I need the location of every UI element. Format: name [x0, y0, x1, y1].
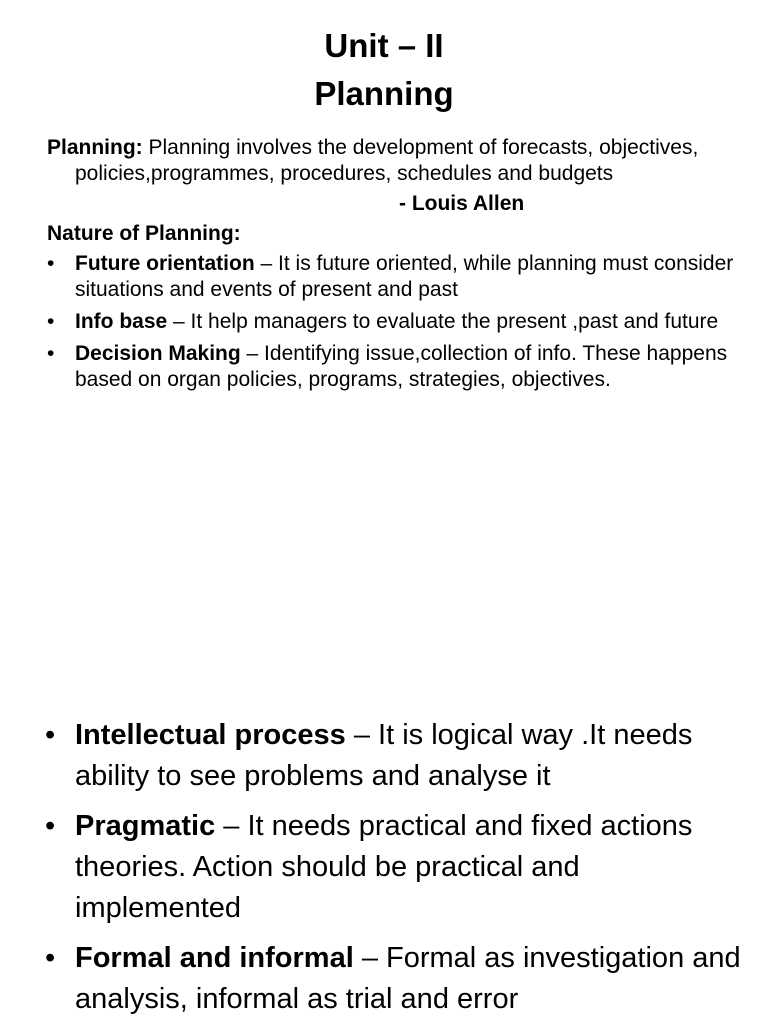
item-term: Intellectual process [75, 719, 346, 751]
definition-text: Planning involves the development of forecasts, objectives, policies,programmes, procedures, schedules and budgets [75, 136, 699, 185]
item-term: Future orientation [75, 252, 255, 275]
list-item [47, 251, 747, 303]
item-text: – It is logical way .It needs ability to see problems and analyse it [75, 719, 693, 792]
slide-two-content [45, 715, 745, 1029]
item-term: Pragmatic [75, 810, 216, 842]
bullet-point: • [45, 942, 56, 974]
bullet-point: • [47, 342, 55, 365]
list-item [45, 806, 745, 929]
item-text: – Formal as investigation and analysis, informal as trial and error [75, 942, 741, 1015]
list-item [45, 938, 745, 1020]
list-item [47, 341, 747, 393]
title-unit: Unit – II [324, 27, 444, 64]
item-term: Formal and informal [75, 942, 354, 974]
item-term: Info base [75, 310, 168, 333]
title-topic: Planning [314, 75, 454, 112]
list-item [45, 715, 745, 797]
item-term: Decision Making [75, 342, 241, 365]
bullet-point: • [45, 719, 56, 751]
definition-term: Planning: [47, 136, 143, 159]
nature-list [47, 251, 747, 393]
nature-heading: Nature of Planning: [47, 222, 241, 245]
slide-one-content [47, 135, 747, 399]
list-item [47, 309, 747, 335]
bullet-point: • [45, 810, 56, 842]
bullet-point: • [47, 310, 55, 333]
page-title [0, 22, 768, 118]
item-text: – It help managers to evaluate the present ,past and future [167, 310, 719, 333]
bullet-point: • [47, 252, 55, 275]
item-text: – Identifying issue,collection of info. These happens based on organ policies, programs, strategies, objectives. [75, 342, 728, 391]
planning-definition [47, 135, 747, 187]
item-text: – It needs practical and fixed actions theories. Action should be practical and implemented [75, 810, 693, 924]
nature-list-continued [45, 715, 745, 1020]
definition-author: - Louis Allen [399, 192, 525, 215]
item-text: – It is future oriented, while planning must consider situations and events of present and past [75, 252, 734, 301]
